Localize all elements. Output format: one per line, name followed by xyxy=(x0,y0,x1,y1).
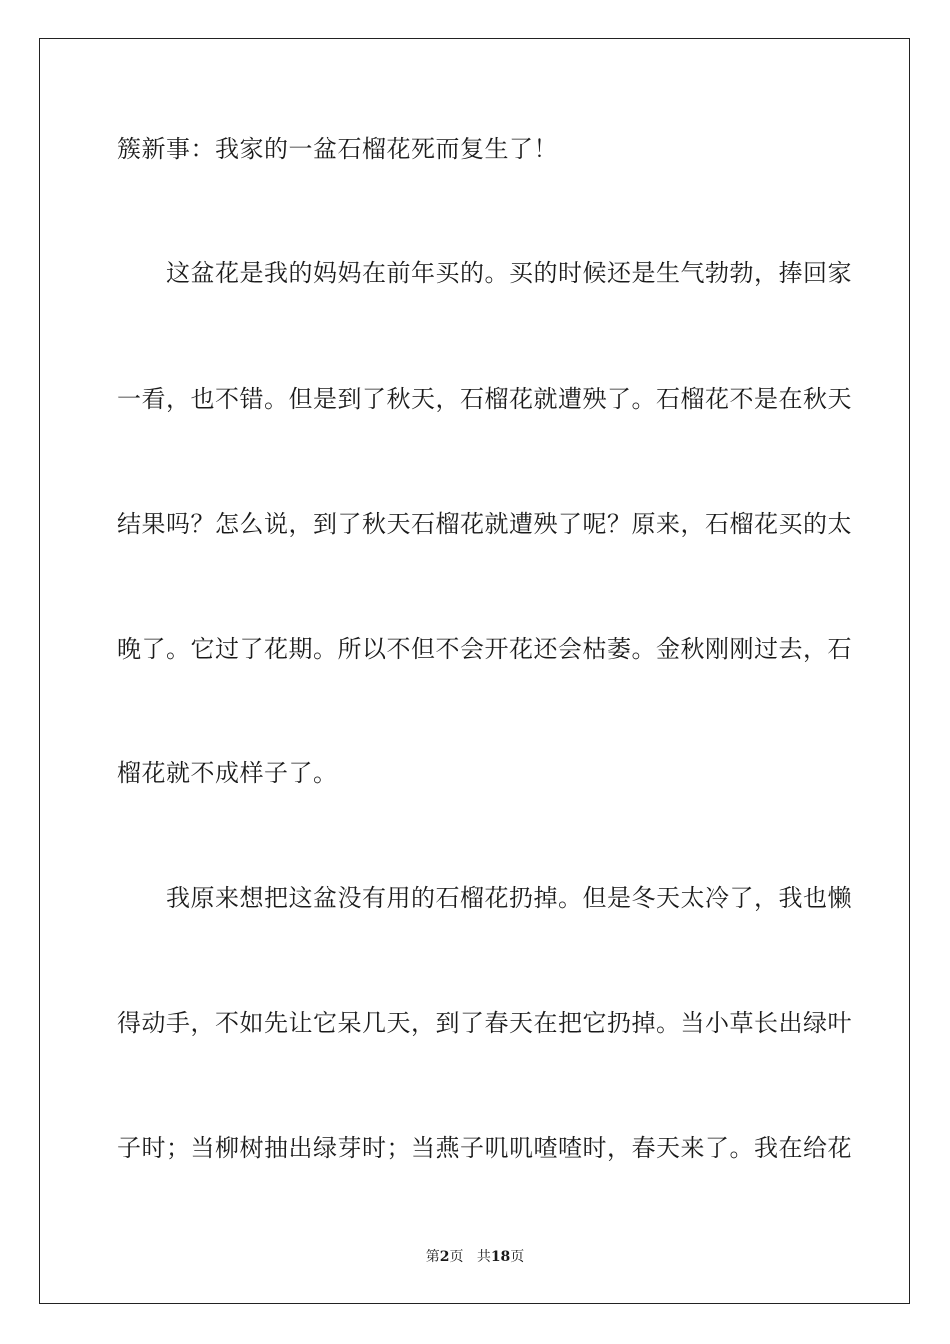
text-line-7: 我原来想把这盆没有用的石榴花扔掉。但是冬天太冷了，我也懒 xyxy=(117,884,852,912)
page-prefix: 第 xyxy=(425,1249,440,1265)
text-line-3: 一看，也不错。但是到了秋天，石榴花就遭殃了。石榴花不是在秋天 xyxy=(117,385,852,413)
text-line-1: 簇新事：我家的一盆石榴花死而复生了！ xyxy=(117,135,558,163)
page-footer xyxy=(0,1248,950,1266)
page-border xyxy=(39,38,910,1304)
text-line-8: 得动手，不如先让它呆几天，到了春天在把它扔掉。当小草长出绿叶 xyxy=(117,1009,852,1037)
text-line-2: 这盆花是我的妈妈在前年买的。买的时候还是生气勃勃，捧回家 xyxy=(117,259,852,287)
total-page-number: 18 xyxy=(490,1249,511,1265)
current-page-number: 2 xyxy=(439,1249,450,1265)
text-line-9: 子时；当柳树抽出绿芽时；当燕子叽叽喳喳时，春天来了。我在给花 xyxy=(117,1134,852,1162)
page-suffix: 页 xyxy=(449,1249,464,1265)
total-suffix: 页 xyxy=(510,1249,525,1265)
text-line-6: 榴花就不成样子了。 xyxy=(117,759,338,787)
total-prefix: 共 xyxy=(476,1249,491,1265)
text-line-4: 结果吗？怎么说，到了秋天石榴花就遭殃了呢？原来，石榴花买的太 xyxy=(117,510,852,538)
text-line-5: 晚了。它过了花期。所以不但不会开花还会枯萎。金秋刚刚过去，石 xyxy=(117,635,852,663)
